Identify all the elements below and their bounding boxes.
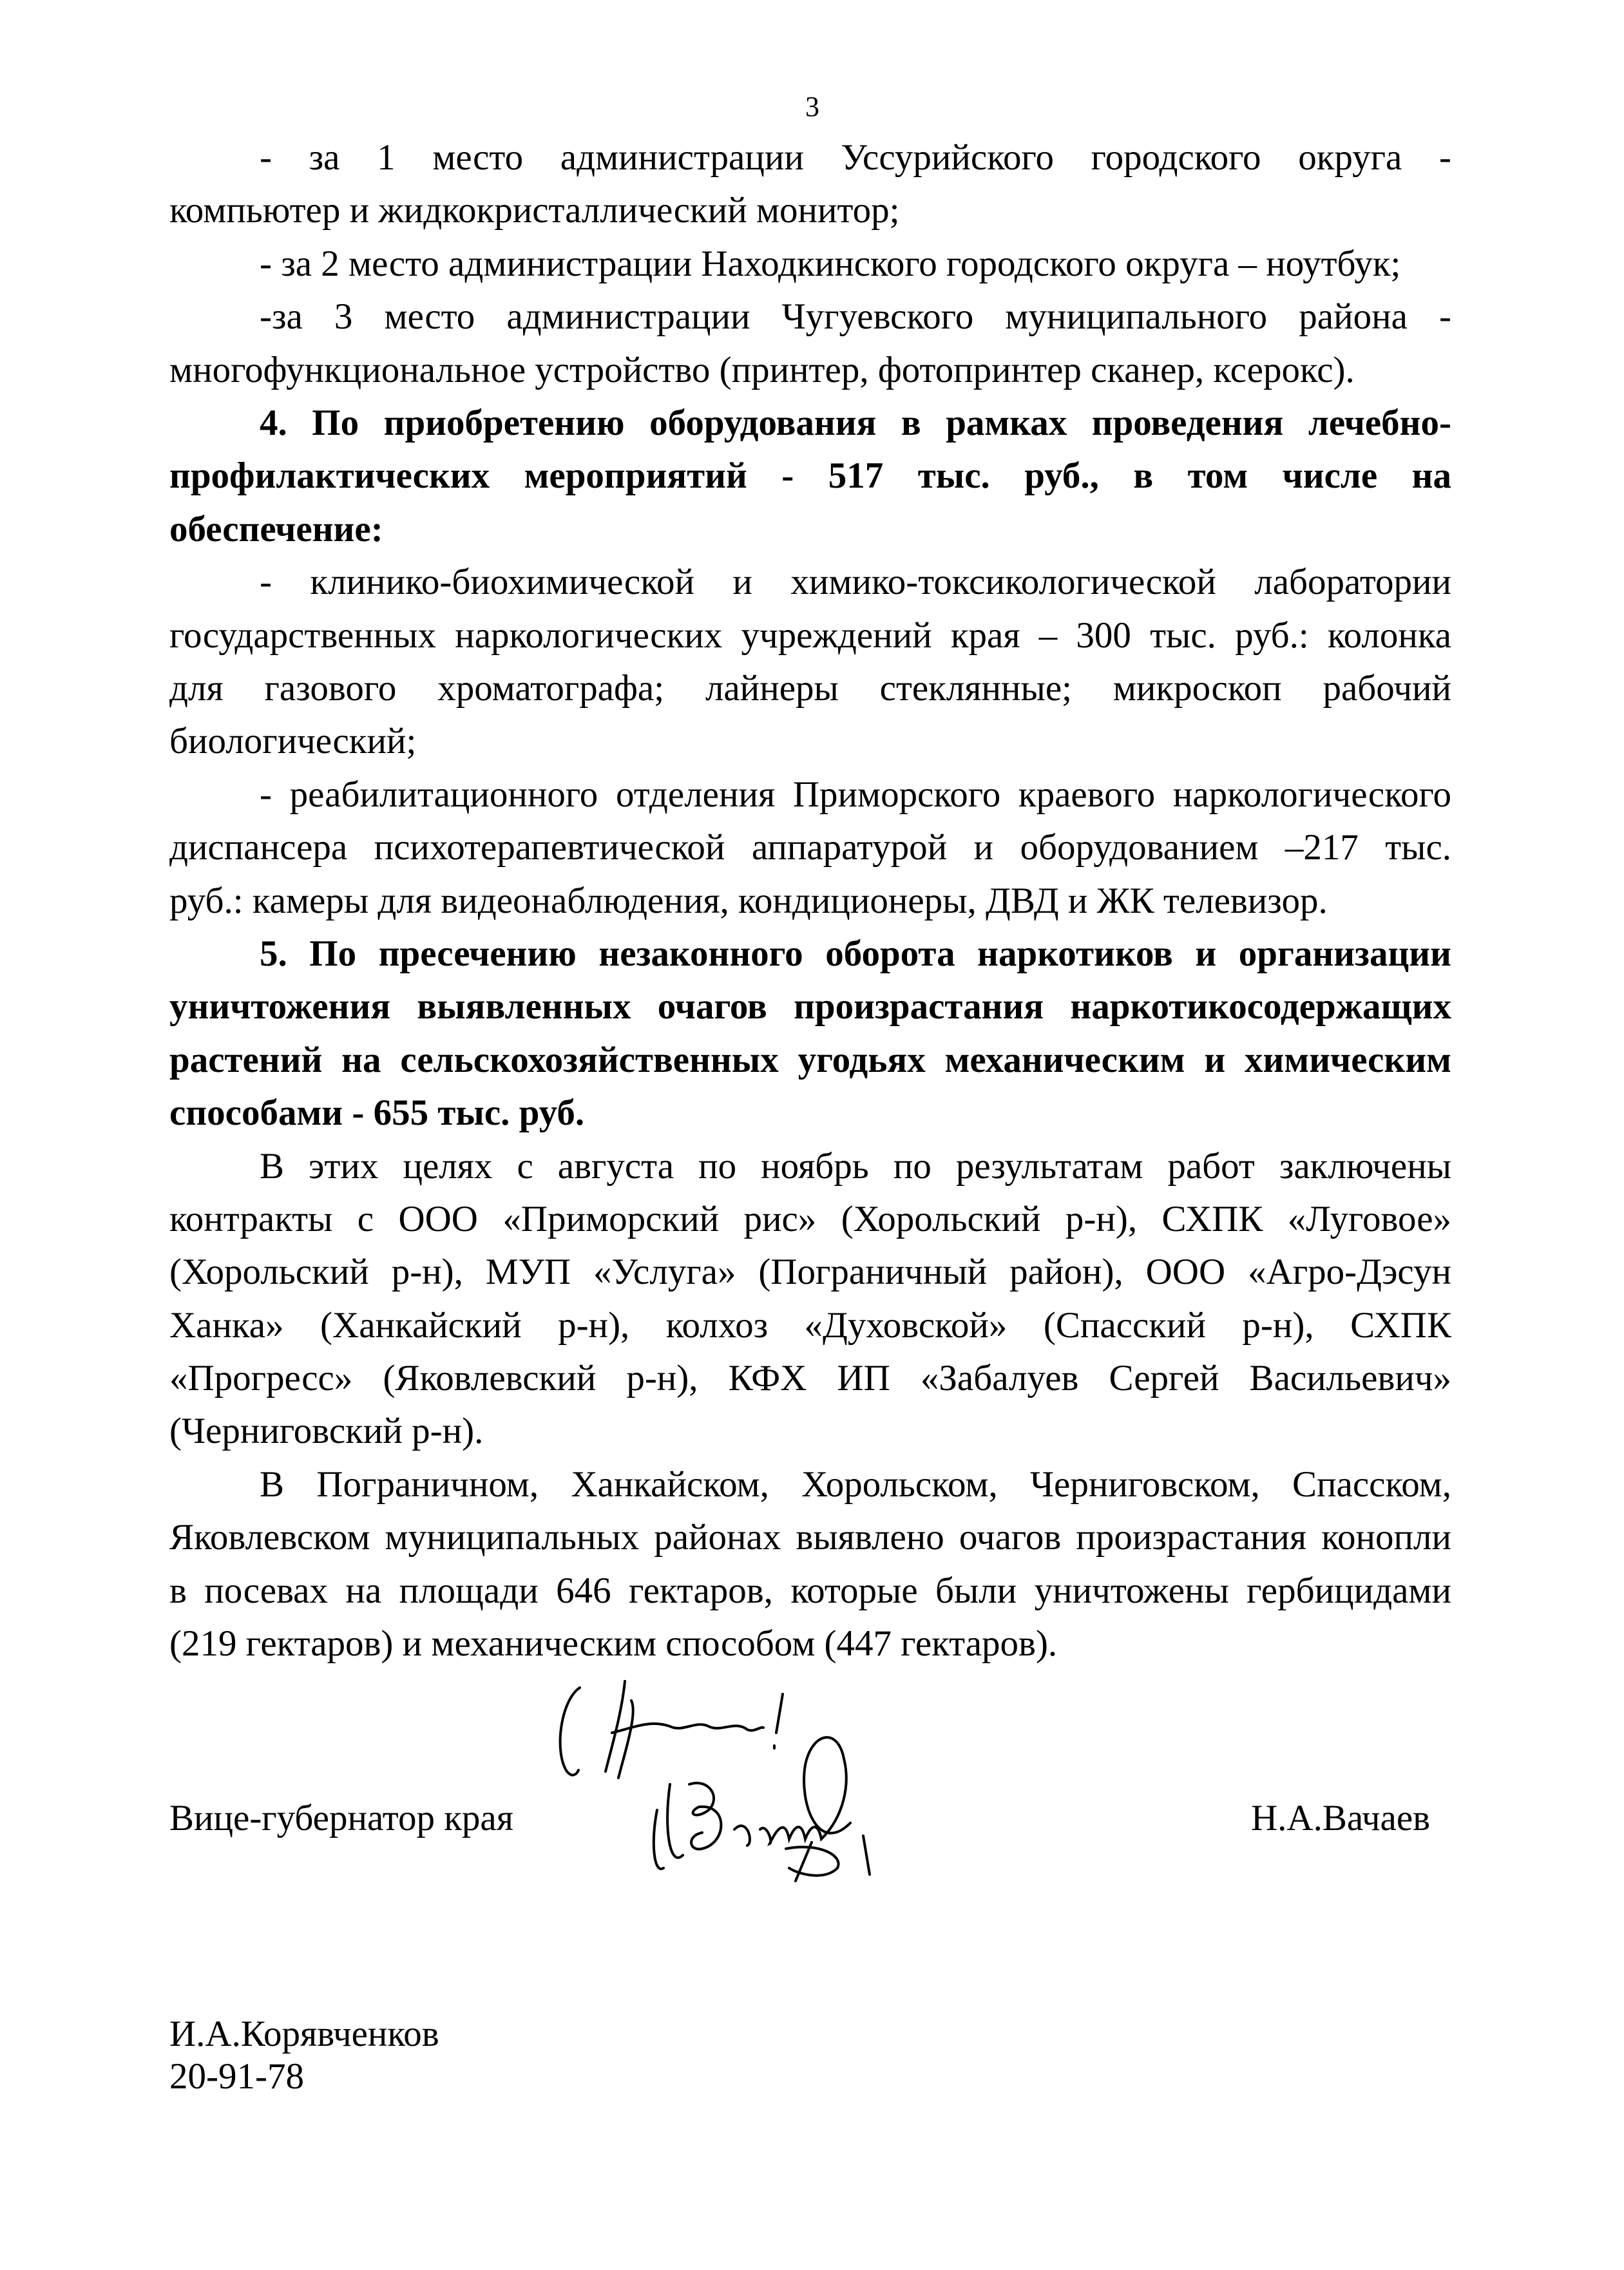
paragraph <box>169 556 1451 768</box>
text-line: - за 1 место администрации Уссурийского городского округа - <box>260 137 1451 178</box>
executor-phone: 20-91-78 <box>169 2056 304 2097</box>
text-line: биологический; <box>169 721 417 762</box>
paragraph <box>169 1140 1451 1458</box>
text-line: руб.: камеры для видеонаблюдения, кондиционеры, ДВД и ЖК телевизор. <box>169 880 1328 921</box>
section-heading-paragraph <box>169 397 1451 556</box>
executor-block <box>169 2013 439 2098</box>
text-line: контракты с ООО «Приморский рис» (Хорольский р-н), СХПК «Луговое» <box>169 1198 1451 1239</box>
document-body <box>169 131 1451 1670</box>
text-line: (Хорольский р-н), МУП «Услуга» (Пограничный район), ООО «Агро-Дэсун <box>169 1252 1451 1293</box>
text-line: способами - 655 тыс. руб. <box>169 1092 585 1134</box>
text-line: растений на сельскохозяйственных угодьях механическим и химическим <box>169 1039 1451 1080</box>
text-line: государственных наркологических учреждений края – 300 тыс. руб.: колонка <box>169 615 1451 656</box>
section-heading-paragraph <box>169 928 1451 1140</box>
handwritten-signature <box>541 1675 1082 1894</box>
text-line: -за 3 место администрации Чугуевского муниципального района - <box>260 296 1451 338</box>
text-line: диспансера психотерапевтической аппаратурой и оборудованием –217 тыс. <box>169 827 1451 868</box>
paragraph <box>169 291 1451 397</box>
text-line: Ханка» (Ханкайский р-н), колхоз «Духовской» (Спасский р-н), СХПК <box>169 1304 1451 1346</box>
text-line: (219 гектаров) и механическим способом (447 гектаров). <box>169 1623 1058 1664</box>
text-line: обеспечение: <box>169 508 383 549</box>
text-line: уничтожения выявленных очагов произрастания наркотикосодержащих <box>169 986 1451 1027</box>
text-line: - за 2 место администрации Находкинского городского округа – ноутбук; <box>260 243 1401 284</box>
page-number: 3 <box>805 91 819 122</box>
text-line: многофункциональное устройство (принтер, фотопринтер сканер, ксерокс). <box>169 349 1355 390</box>
text-line: 5. По пресечению незаконного оборота наркотиков и организации <box>260 933 1451 974</box>
text-line: компьютер и жидкокристаллический монитор; <box>169 190 900 231</box>
text-line: (Черниговский р-н). <box>169 1411 484 1452</box>
text-line: - клинико-биохимической и химико-токсикологической лаборатории <box>260 562 1451 603</box>
text-line: - реабилитационного отделения Приморского краевого наркологического <box>260 774 1451 815</box>
text-line: В этих целях с августа по ноябрь по результатам работ заключены <box>260 1145 1451 1187</box>
signatory-position: Вице-губернатор края <box>169 1798 513 1838</box>
paragraph <box>169 238 1451 291</box>
text-line: «Прогресс» (Яковлевский р-н), КФХ ИП «Забалуев Сергей Васильевич» <box>169 1358 1451 1399</box>
executor-name: И.А.Корявченков <box>169 2014 439 2054</box>
signatory-name: Н.А.Вачаев <box>1251 1798 1431 1838</box>
text-line: в посевах на площади 646 гектаров, которые были уничтожены гербицидами <box>169 1570 1451 1611</box>
text-line: для газового хроматографа; лайнеры стеклянные; микроскоп рабочий <box>169 667 1451 709</box>
text-line: профилактических мероприятий - 517 тыс. руб., в том числе на <box>169 455 1451 497</box>
text-line: Яковлевском муниципальных районах выявлено очагов произрастания конопли <box>169 1517 1451 1558</box>
paragraph <box>169 1458 1451 1671</box>
paragraph <box>169 768 1451 928</box>
text-line: В Пограничном, Ханкайском, Хорольском, Черниговском, Спасском, <box>260 1464 1451 1505</box>
paragraph <box>169 131 1451 238</box>
text-line: 4. По приобретению оборудования в рамках проведения лечебно- <box>260 403 1451 443</box>
